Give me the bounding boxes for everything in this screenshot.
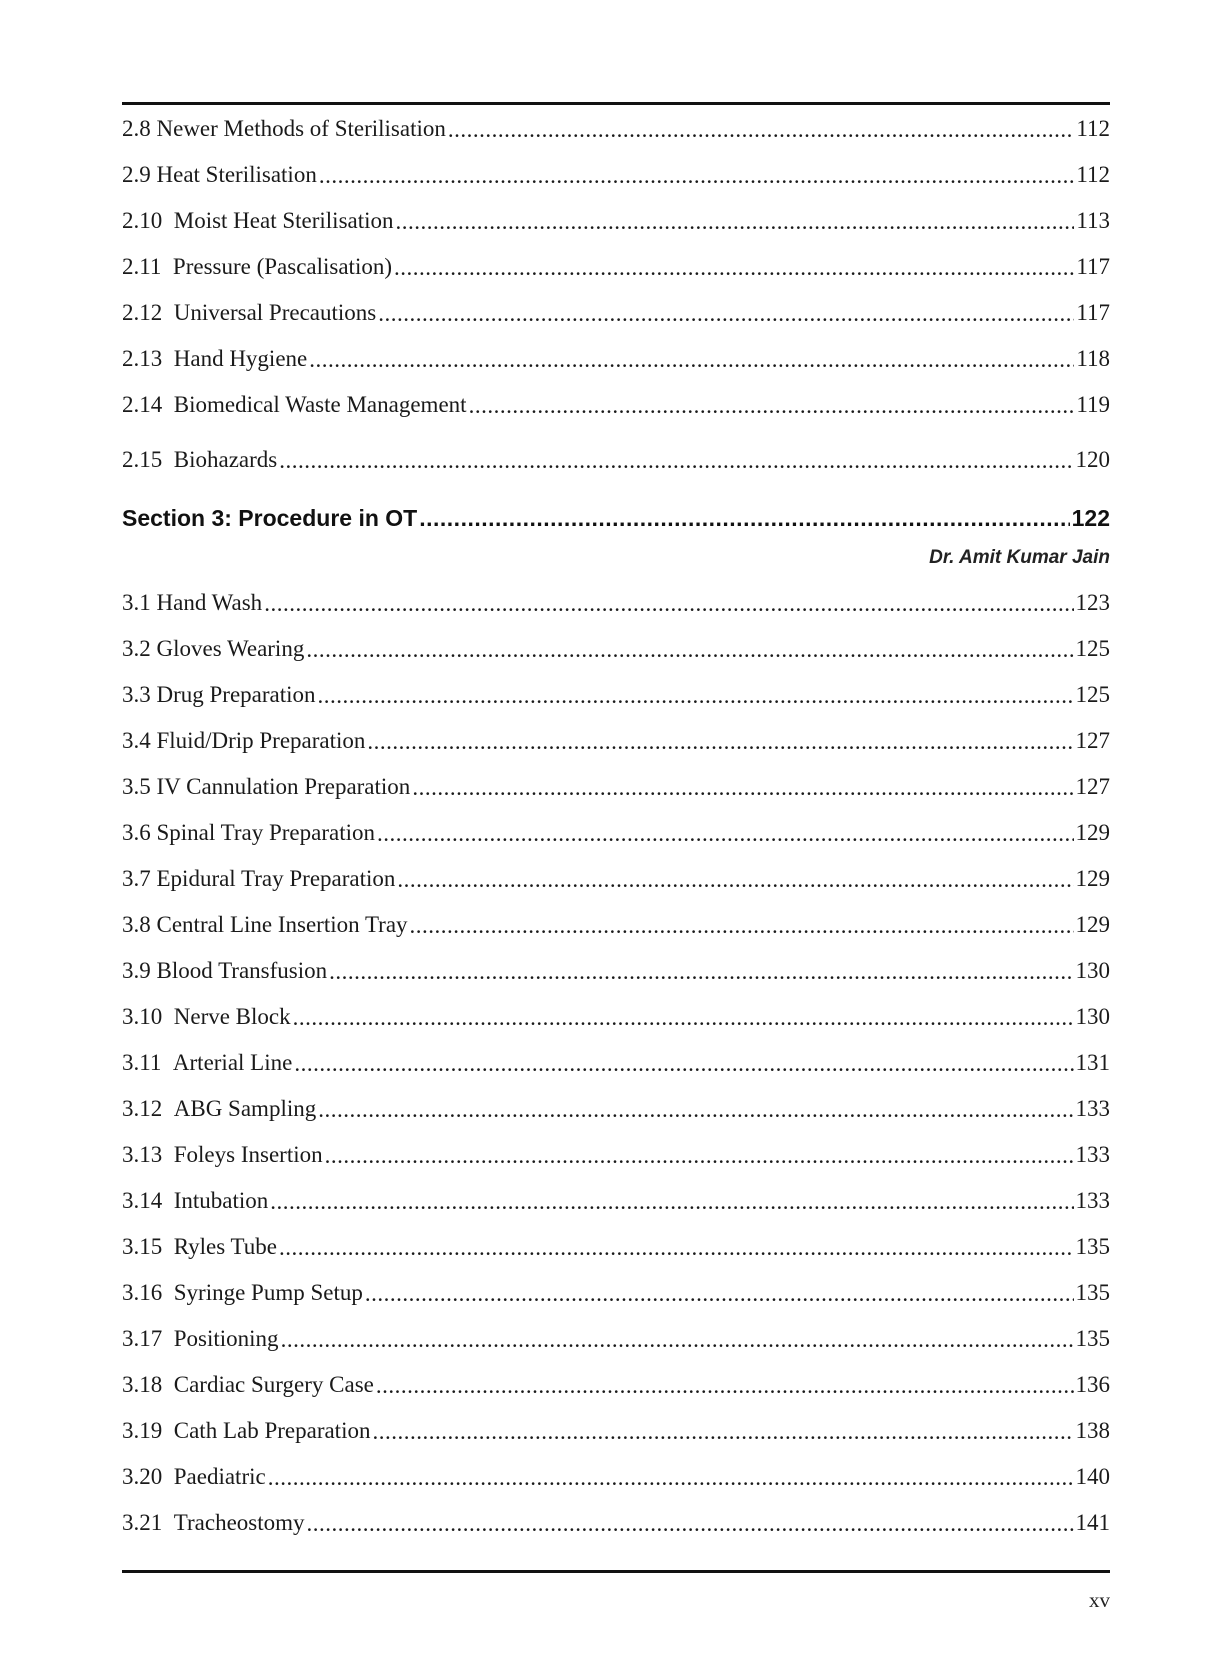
entry-number: 2.9 — [122, 161, 151, 187]
entry-title: Spinal Tray Preparation — [156, 819, 375, 845]
section-page-number: 122 — [1071, 504, 1110, 531]
entry-number: 3.4 — [122, 727, 151, 753]
entry-title: Positioning — [173, 1325, 279, 1351]
entry-number: 2.13 — [122, 345, 163, 371]
entry-number: 3.11 — [122, 1049, 162, 1075]
dot-leader — [410, 914, 1074, 937]
entry-title: Newer Methods of Sterilisation — [156, 115, 446, 141]
entry-title: Fluid/Drip Preparation — [156, 727, 366, 753]
entry-page-number: 119 — [1076, 391, 1110, 417]
dot-leader — [319, 164, 1075, 187]
entry-page-number: 117 — [1076, 253, 1110, 279]
entry-page-number: 129 — [1075, 911, 1110, 937]
entry-number: 3.2 — [122, 635, 151, 661]
entry-number: 2.8 — [122, 115, 151, 141]
toc-entry[interactable] — [122, 290, 1110, 334]
dot-leader — [294, 1052, 1073, 1075]
entry-number: 3.1 — [122, 589, 151, 615]
entry-page-number: 136 — [1075, 1371, 1110, 1397]
dot-leader — [318, 1098, 1073, 1121]
entry-page-number: 112 — [1076, 161, 1110, 187]
entry-page-number: 131 — [1075, 1049, 1110, 1075]
toc-entry[interactable] — [122, 1040, 1110, 1084]
entry-number: 3.8 — [122, 911, 151, 937]
entry-page-number: 127 — [1075, 727, 1110, 753]
entry-number: 3.14 — [122, 1187, 163, 1213]
entry-number: 3.6 — [122, 819, 151, 845]
dot-leader — [279, 1236, 1073, 1259]
dot-leader — [372, 1420, 1073, 1443]
dot-leader — [376, 1374, 1074, 1397]
dot-leader — [268, 1466, 1074, 1489]
dot-leader — [306, 638, 1073, 661]
entry-number: 2.12 — [122, 299, 163, 325]
dot-leader — [377, 822, 1074, 845]
toc-entry[interactable] — [122, 336, 1110, 380]
entry-title: Epidural Tray Preparation — [156, 865, 396, 891]
toc-entry[interactable] — [122, 718, 1110, 762]
entry-page-number: 117 — [1076, 299, 1110, 325]
entry-title: Moist Heat Sterilisation — [173, 207, 394, 233]
entry-number: 3.17 — [122, 1325, 163, 1351]
entry-page-number: 123 — [1075, 589, 1110, 615]
entry-title: Paediatric — [173, 1463, 266, 1489]
entry-page-number: 127 — [1075, 773, 1110, 799]
toc-entry[interactable] — [122, 994, 1110, 1038]
dot-leader — [412, 776, 1073, 799]
entry-number: 2.10 — [122, 207, 163, 233]
entry-page-number: 135 — [1075, 1279, 1110, 1305]
toc-entry[interactable] — [122, 1500, 1110, 1544]
dot-leader — [394, 256, 1074, 279]
dot-leader — [270, 1190, 1073, 1213]
entry-title: Blood Transfusion — [156, 957, 328, 983]
entry-title: Drug Preparation — [156, 681, 316, 707]
section-author: Dr. Amit Kumar Jain — [929, 547, 1110, 568]
toc-entry[interactable] — [122, 1454, 1110, 1498]
toc-entry[interactable] — [122, 1086, 1110, 1130]
dot-leader — [281, 1328, 1074, 1351]
entry-page-number: 125 — [1075, 635, 1110, 661]
toc-entry[interactable] — [122, 948, 1110, 992]
toc-entry[interactable] — [122, 810, 1110, 854]
toc-entry[interactable] — [122, 902, 1110, 946]
entry-number: 3.16 — [122, 1279, 163, 1305]
entry-title: Biomedical Waste Management — [173, 391, 467, 417]
entry-number: 3.10 — [122, 1003, 163, 1029]
dot-leader — [365, 1282, 1074, 1305]
dot-leader — [279, 449, 1073, 472]
toc-entry[interactable] — [122, 437, 1110, 481]
dot-leader — [264, 592, 1073, 615]
dot-leader — [378, 302, 1074, 325]
entry-number: 3.9 — [122, 957, 151, 983]
section-title: Section 3: Procedure in OT — [122, 504, 418, 531]
entry-title: Hand Hygiene — [173, 345, 308, 371]
bottom-rule — [122, 1570, 1110, 1573]
toc-entry[interactable] — [122, 1316, 1110, 1360]
entry-number: 3.12 — [122, 1095, 163, 1121]
dot-leader — [419, 505, 1069, 532]
dot-leader — [293, 1006, 1074, 1029]
entry-page-number: 120 — [1075, 446, 1110, 472]
toc-entry[interactable] — [122, 1178, 1110, 1222]
dot-leader — [396, 210, 1075, 233]
entry-page-number: 125 — [1075, 681, 1110, 707]
dot-leader — [325, 1144, 1074, 1167]
entry-number: 2.14 — [122, 391, 163, 417]
entry-title: IV Cannulation Preparation — [156, 773, 411, 799]
entry-page-number: 113 — [1076, 207, 1110, 233]
toc-entry[interactable] — [122, 1132, 1110, 1176]
entry-title: Central Line Insertion Tray — [156, 911, 408, 937]
entry-number: 2.11 — [122, 253, 162, 279]
dot-leader — [397, 868, 1073, 891]
entry-page-number: 112 — [1076, 115, 1110, 141]
dot-leader — [318, 684, 1074, 707]
entry-page-number: 130 — [1075, 957, 1110, 983]
entry-title: Intubation — [173, 1187, 269, 1213]
entry-number: 3.13 — [122, 1141, 163, 1167]
entry-title: Heat Sterilisation — [156, 161, 317, 187]
entry-title: Arterial Line — [172, 1049, 293, 1075]
toc-entry[interactable] — [122, 580, 1110, 624]
toc-entry[interactable] — [122, 672, 1110, 716]
toc-entry[interactable] — [122, 1362, 1110, 1406]
entry-number: 3.15 — [122, 1233, 163, 1259]
toc-entry[interactable] — [122, 198, 1110, 242]
toc-entry[interactable] — [122, 1270, 1110, 1314]
entry-page-number: 135 — [1075, 1233, 1110, 1259]
dot-leader — [367, 730, 1073, 753]
toc-entry[interactable] — [122, 106, 1110, 150]
entry-title: Cath Lab Preparation — [173, 1417, 371, 1443]
entry-page-number: 129 — [1075, 865, 1110, 891]
entry-title: Syringe Pump Setup — [173, 1279, 363, 1305]
toc-entry[interactable] — [122, 764, 1110, 808]
entry-page-number: 118 — [1076, 345, 1110, 371]
entry-page-number: 129 — [1075, 819, 1110, 845]
page-number: xv — [1089, 1588, 1110, 1612]
entry-title: Ryles Tube — [173, 1233, 278, 1259]
toc-entry[interactable] — [122, 856, 1110, 900]
dot-leader — [469, 394, 1075, 417]
toc-entry[interactable] — [122, 1224, 1110, 1268]
entry-number: 3.18 — [122, 1371, 163, 1397]
entry-title: Gloves Wearing — [156, 635, 305, 661]
entry-page-number: 141 — [1075, 1509, 1110, 1535]
toc-entry[interactable] — [122, 244, 1110, 288]
entry-page-number: 133 — [1075, 1095, 1110, 1121]
dot-leader — [309, 348, 1074, 371]
entry-title: Tracheostomy — [173, 1509, 305, 1535]
entry-page-number: 133 — [1075, 1187, 1110, 1213]
entry-page-number: 135 — [1075, 1325, 1110, 1351]
entry-title: Biohazards — [173, 446, 278, 472]
dot-leader — [307, 1512, 1074, 1535]
entry-number: 3.19 — [122, 1417, 163, 1443]
top-rule — [122, 102, 1110, 105]
dot-leader — [329, 960, 1073, 983]
entry-title: Pressure (Pascalisation) — [172, 253, 392, 279]
entry-page-number: 133 — [1075, 1141, 1110, 1167]
section-heading[interactable] — [122, 498, 1110, 538]
entry-number: 3.21 — [122, 1509, 163, 1535]
entry-number: 3.7 — [122, 865, 151, 891]
entry-title: Foleys Insertion — [173, 1141, 323, 1167]
toc-entry[interactable] — [122, 626, 1110, 670]
entry-number: 2.15 — [122, 446, 163, 472]
toc-entry[interactable] — [122, 1408, 1110, 1452]
toc-entry[interactable] — [122, 382, 1110, 426]
entry-number: 3.3 — [122, 681, 151, 707]
dot-leader — [448, 118, 1074, 141]
entry-title: Hand Wash — [156, 589, 263, 615]
entry-title: Nerve Block — [173, 1003, 291, 1029]
entry-page-number: 130 — [1075, 1003, 1110, 1029]
toc-entry[interactable] — [122, 152, 1110, 196]
entry-number: 3.20 — [122, 1463, 163, 1489]
entry-title: ABG Sampling — [173, 1095, 317, 1121]
entry-page-number: 140 — [1075, 1463, 1110, 1489]
entry-title: Universal Precautions — [173, 299, 377, 325]
entry-page-number: 138 — [1075, 1417, 1110, 1443]
entry-title: Cardiac Surgery Case — [173, 1371, 374, 1397]
entry-number: 3.5 — [122, 773, 151, 799]
